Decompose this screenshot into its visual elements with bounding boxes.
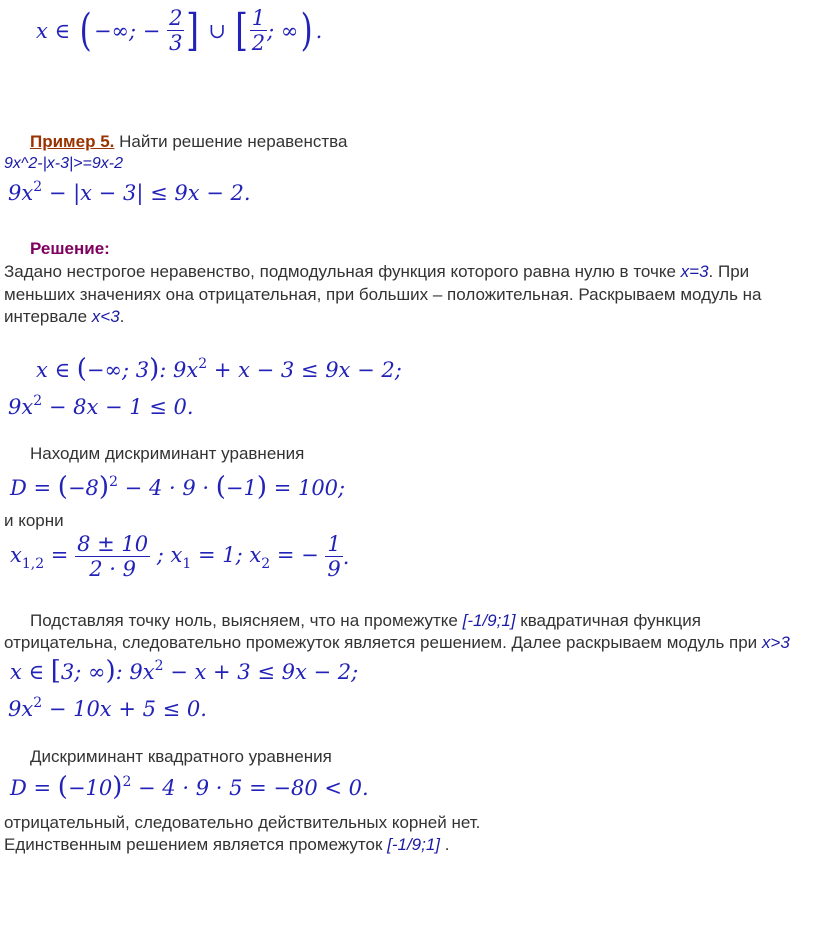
solution-label: Решение: [30,239,110,258]
formula-discriminant-1: $D = (-8)^2 - 4 \cdot 9 \cdot (-1) = 100$; [10,472,346,502]
discriminant-intro: Находим дискриминант уравнения [30,444,305,463]
inline-expression: 9x^2-|x-3|>=9x-2 [4,155,123,172]
top-formula: x ∈ ( −∞; − $\frac{2}{3}$ ] ∪ [ $\frac{1}{2}$ ; ∞) . [36,4,323,56]
fraction-roots: $\frac{8 \pm 10}{2 \cdot 9}$ [77,532,149,581]
roots-intro: и корни [4,511,64,530]
formula-discriminant-2: $D = (-10)^2 - 4 \cdot 9 \cdot 5 = -80 < 0$. [10,772,369,802]
paragraph-2-line-2: отрицательна, следовательно промежуток является решением. Далее раскрываем модуль при x>3 [4,633,790,652]
formula-case-1: x ∈ (−∞; 3): $9x^2 + x - 3 \le 9x - 2$; [36,354,402,384]
paragraph-1-line-3: интервале x<3. [4,307,125,326]
fraction-1-9: $\frac{1}{9}$ [327,532,341,581]
final-line-2: Единственным решением является промежуток [-1/9;1] . [4,835,450,854]
final-line-1: отрицательный, следовательно действительных корней нет. [4,813,481,832]
example-label: Пример 5. [30,132,115,151]
paragraph-1-line-1: Задано нестрогое неравенство, подмодульная функция которого равна нулю в точке x=3. При [4,262,750,281]
paragraph-1-line-2: меньших значениях она отрицательная, при больших – положительная. Раскрываем модуль на [4,285,762,304]
example-heading: Пример 5. Найти решение неравенства [30,132,348,151]
formula-roots: $x_{1,2}$ = $\frac{8 \pm 10}{2 \cdot 9}$ ; $x_1 = 1$; $x_2$ = − $\frac{1}{9}$ . [10,532,350,581]
fraction-2-3: $\frac{2}{3}$ [169,6,183,55]
discriminant-2-intro: Дискриминант квадратного уравнения [30,747,332,766]
formula-case-2-reduced: $9x^2 - 10x + 5 \le 0$. [8,695,207,721]
fraction-1-2: $\frac{1}{2}$ [251,6,266,55]
formula-case-2: x ∈ [3; ∞): $9x^2 - x + 3 \le 9x - 2$; [10,656,359,686]
formula-inequality: $9x^2 - |x - 3| \le 9x - 2$. [8,179,251,205]
paragraph-2-line-1: Подставляя точку ноль, выясняем, что на промежутке [-1/9;1] квадратичная функция [30,611,701,630]
formula-case-1-reduced: $9x^2 - 8x - 1 \le 0$. [8,393,194,419]
